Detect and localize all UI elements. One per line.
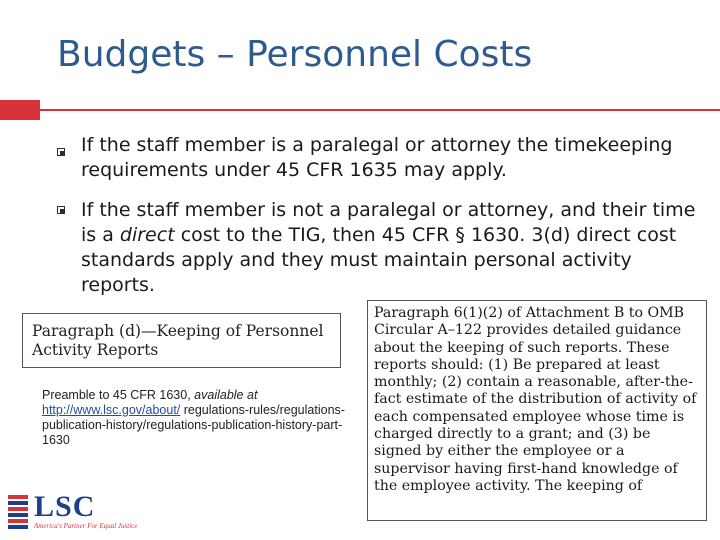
source-link[interactable]: http://www.lsc.gov/about/ (42, 403, 181, 417)
slide-title: Budgets – Personnel Costs (57, 34, 533, 75)
title-divider-line (40, 109, 720, 111)
source-caption: Preamble to 45 CFR 1630, available at http://www.lsc.gov/about/ regulations-rules/regulations-publication-history/regulations-publication-history-part-1630 (42, 388, 345, 447)
bullet-text-2: If the staff member is not a paralegal or attorney, and their time is a direct cost to the TIG, then 45 CFR § 1630. 3(d) direct cost standards apply and they must maintain personal activity reports. (81, 199, 696, 296)
omb-circular-excerpt (367, 300, 707, 521)
bullet-square-icon (57, 206, 65, 214)
lsc-emblem-icon (8, 495, 28, 529)
title-accent-block (0, 100, 40, 120)
logo-tagline: America's Partner For Equal Justice (34, 522, 138, 530)
lsc-logo (4, 492, 138, 532)
omb-excerpt-text: Paragraph 6(1)(2) of Attachment B to OMB Circular A–122 provides detailed guidance about the keeping of such reports. These reports should: (1) Be prepared at least monthly; (2) contain a reasonable, after-the-fact estimate of the distribution of activity of each compensated employee whose time is charged directly to a grant; and (3) be signed by either the employee or a supervisor having first-hand knowledge of the employee activity. The keeping of (374, 305, 697, 494)
bullet-text-1: If the staff member is a paralegal or attorney the timekeeping requirements under 45 CFR 1635 may apply. (81, 134, 673, 181)
logo-wordmark: LSC (34, 490, 96, 523)
excerpt-heading-line-1: Paragraph (d)—Keeping of Personnel (32, 322, 324, 340)
bullet-square-icon (57, 148, 65, 156)
regulation-excerpt-heading (22, 313, 341, 368)
excerpt-heading-line-2: Activity Reports (32, 341, 159, 359)
